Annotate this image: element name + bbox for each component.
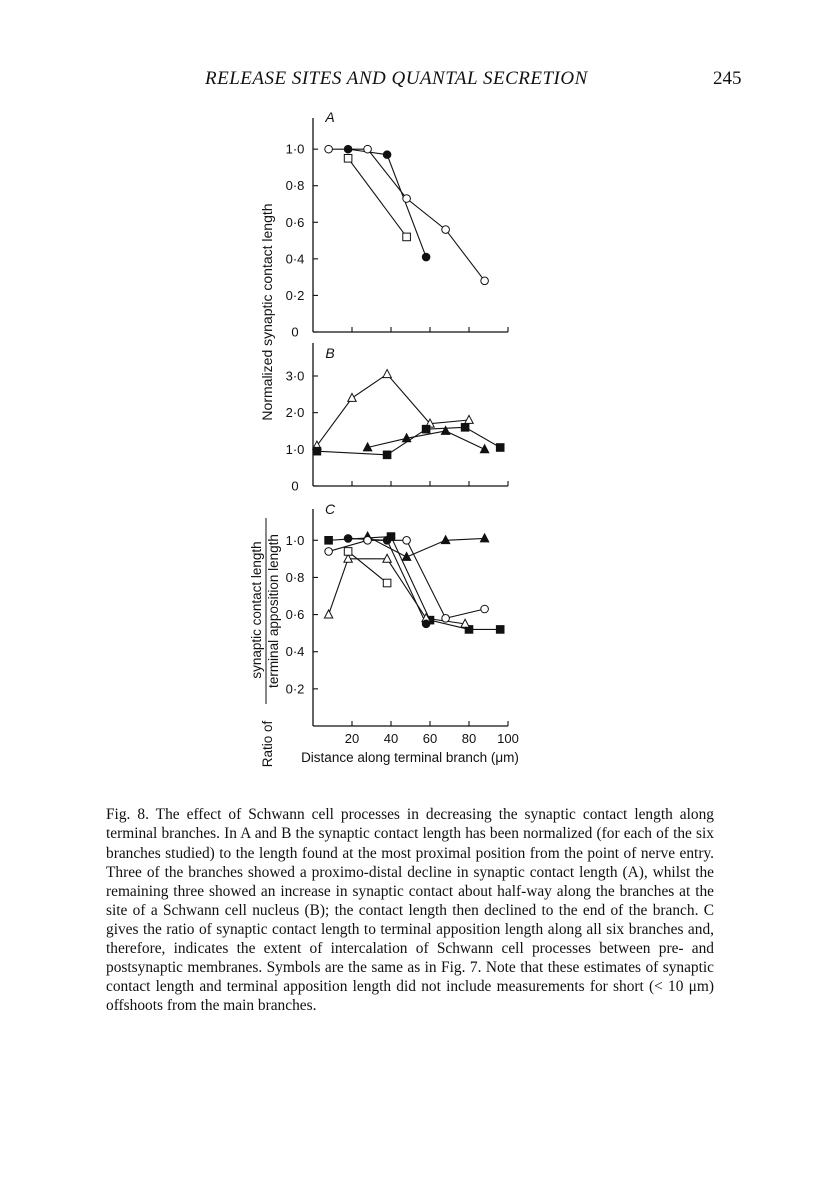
series-line-open-circle — [329, 149, 485, 281]
series-line-open-triangle — [317, 374, 469, 446]
open-circle-marker — [442, 226, 450, 234]
x-axis-title: Distance along terminal branch (μm) — [301, 750, 519, 765]
x-tick-label: 80 — [461, 731, 477, 746]
y-tick-label: 0 — [291, 324, 299, 340]
y-tick-label: 0·8 — [285, 178, 305, 194]
panel-label: B — [325, 345, 335, 361]
open-circle-marker — [364, 536, 372, 544]
series-line-filled-square — [329, 537, 501, 630]
filled-triangle-marker — [402, 552, 410, 560]
open-circle-marker — [481, 605, 489, 613]
filled-square-marker — [496, 444, 504, 452]
filled-square-marker — [383, 451, 391, 459]
y-tick-label: 2·0 — [285, 405, 305, 421]
filled-circle-marker — [422, 253, 430, 261]
y-axis-title-denominator: terminal apposition length — [266, 534, 281, 688]
y-tick-label: 0·2 — [285, 681, 305, 697]
open-circle-marker — [325, 548, 333, 556]
open-square-marker — [344, 548, 352, 556]
y-axis-title-ab: Normalized synaptic contact length — [259, 203, 275, 421]
running-title: RELEASE SITES AND QUANTAL SECRETION — [205, 68, 588, 89]
filled-square-marker — [496, 626, 504, 634]
y-axis-title-prefix: Ratio of — [260, 720, 275, 768]
y-tick-label: 0·4 — [285, 251, 305, 267]
filled-circle-marker — [344, 145, 352, 153]
open-circle-marker — [481, 277, 489, 285]
figure-caption: Fig. 8. The effect of Schwann cell processes in decreasing the synaptic contact length along terminal branches. In A and B the synaptic contact length has been normalized (for each of the six branches studied) to the length found at the most proximal position from the point of nerve entry. Three of the branches showed a proximo-distal decline in synaptic contact length (A), whilst the remaining three showed an increase in synaptic contact about half-way along the branches at the site of a Schwann cell nucleus (B); the contact length then declined to the end of the branch. C gives the ratio of synaptic contact length to terminal apposition length along all six branches and, therefore, indicates the extent of intercalation of Schwann cell processes between pre- and postsynaptic membranes. Symbols are the same as in Fig. 7. Note that these estimates of synaptic contact length and terminal apposition length did not include measurements for short (< 10 μm) offshoots from the main branches. — [106, 806, 714, 1015]
x-tick-label: 100 — [497, 731, 519, 746]
panel-label: A — [325, 109, 335, 125]
series-line-filled-circle — [348, 149, 426, 257]
open-triangle-marker — [465, 415, 473, 423]
open-square-marker — [344, 154, 352, 162]
y-tick-label: 0·2 — [285, 287, 305, 303]
open-circle-marker — [403, 536, 411, 544]
series-line-filled-triangle — [368, 431, 485, 449]
page-header — [0, 68, 816, 94]
x-tick-label: 40 — [383, 731, 399, 746]
panel-a — [286, 109, 508, 340]
y-tick-label: 0·6 — [285, 607, 305, 623]
x-tick-label: 60 — [422, 731, 438, 746]
open-circle-marker — [442, 614, 450, 622]
series-line-open-square — [348, 551, 387, 583]
filled-circle-marker — [383, 536, 391, 544]
open-circle-marker — [403, 195, 411, 203]
y-tick-label: 0·6 — [285, 214, 305, 230]
filled-circle-marker — [383, 151, 391, 159]
y-tick-label: 1·0 — [285, 141, 305, 157]
filled-circle-marker — [422, 620, 430, 628]
open-triangle-marker — [348, 393, 356, 401]
filled-circle-marker — [344, 535, 352, 543]
y-axis-title-c — [249, 518, 281, 767]
filled-triangle-marker — [480, 445, 488, 453]
panel-c — [286, 501, 519, 765]
page-number: 245 — [713, 68, 742, 89]
filled-triangle-marker — [480, 534, 488, 542]
panel-b — [286, 343, 508, 494]
open-triangle-marker — [383, 370, 391, 378]
y-tick-label: 0 — [291, 478, 299, 494]
open-circle-marker — [364, 145, 372, 153]
y-tick-label: 1·0 — [285, 441, 305, 457]
filled-square-marker — [422, 425, 430, 433]
y-axis-title-numerator: synaptic contact length — [249, 541, 264, 679]
open-square-marker — [403, 233, 411, 241]
panel-label: C — [324, 501, 336, 517]
open-circle-marker — [325, 145, 333, 153]
open-triangle-marker — [383, 554, 391, 562]
open-square-marker — [383, 579, 391, 587]
open-triangle-marker — [324, 610, 332, 618]
filled-square-marker — [325, 536, 333, 544]
filled-square-marker — [461, 424, 469, 432]
series-line-open-square — [348, 158, 407, 237]
figure-8 — [0, 100, 816, 780]
y-tick-label: 3·0 — [285, 368, 305, 384]
x-tick-label: 20 — [344, 731, 360, 746]
y-tick-label: 1·0 — [285, 532, 305, 548]
filled-square-marker — [313, 447, 321, 455]
y-tick-label: 0·4 — [285, 644, 305, 660]
y-tick-label: 0·8 — [285, 569, 305, 585]
